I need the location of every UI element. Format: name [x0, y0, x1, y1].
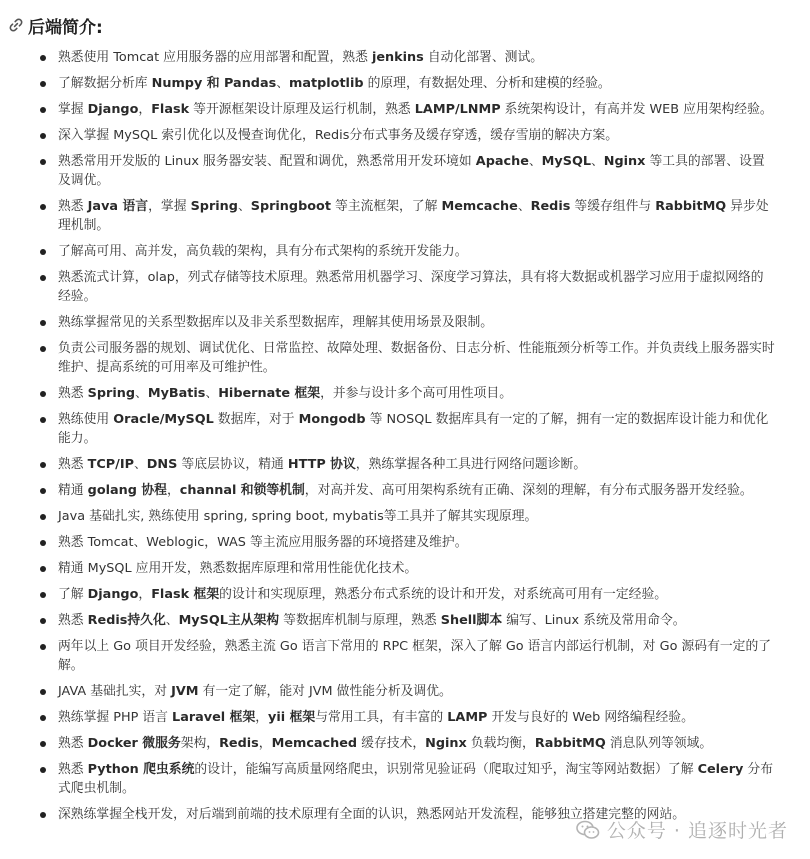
- text-segment: 分布式爬虫机制。: [58, 762, 774, 796]
- list-item: [36, 384, 776, 403]
- text-segment: 了解: [58, 587, 88, 602]
- list-item: [36, 48, 776, 67]
- bold-text: MySQL主从架构: [178, 613, 280, 628]
- text-segment: 的设计，能编写高质量网络爬虫，识别常见验证码（爬取过知乎，淘宝等网站数据）了解: [194, 762, 698, 777]
- text-segment: 等 NOSQL 数据库具有一定的了解，拥有一定的数据库设计能力和优化能力。: [58, 412, 769, 446]
- bold-text: matplotlib: [289, 76, 364, 91]
- watermark-text: 公众号 · 追逐时光者: [606, 820, 788, 842]
- text-segment: 熟悉常用开发版的 Linux 服务器安装、配置和调优，熟悉常用开发环境如: [58, 154, 476, 169]
- text-segment: 编写、Linux 系统及常用命令。: [502, 613, 686, 628]
- bold-text: Django: [87, 102, 139, 117]
- text-segment: 缓存技术，: [357, 736, 426, 751]
- list-item: [36, 268, 776, 306]
- bold-text: yii 框架: [268, 710, 316, 725]
- bold-text: Celery: [697, 762, 744, 777]
- list-item: [36, 760, 776, 798]
- text-segment: 的原理，有数据处理、分析和建模的经验。: [363, 76, 611, 91]
- skill-list: [36, 48, 776, 831]
- bold-text: Flask: [151, 102, 190, 117]
- text-segment: 、: [165, 613, 179, 628]
- bold-text: HTTP 协议: [287, 457, 356, 472]
- bold-text: jenkins: [371, 50, 424, 65]
- bold-text: Memcache: [441, 199, 518, 214]
- bold-text: Apache: [475, 154, 529, 169]
- list-item: [36, 410, 776, 448]
- text-segment: ，: [138, 102, 152, 117]
- text-segment: Java 基础扎实, 熟练使用 spring, spring boot, mybatis等工具并了解其实现原理。: [58, 509, 538, 524]
- bold-text: Flask 框架: [151, 587, 220, 602]
- list-item: [36, 611, 776, 630]
- text-segment: 、: [276, 76, 290, 91]
- text-segment: 负载均衡，: [466, 736, 535, 751]
- section-heading: [8, 12, 103, 38]
- bold-text: Springboot: [250, 199, 331, 214]
- text-segment: 等主流框架，了解: [330, 199, 442, 214]
- text-segment: 熟悉使用 Tomcat 应用服务器的应用部署和配置，熟悉: [58, 50, 372, 65]
- bold-text: TCP/IP: [87, 457, 134, 472]
- text-segment: 系统架构设计，有高并发 WEB 应用架构经验。: [500, 102, 773, 117]
- text-segment: 开发与良好的 Web 网络编程经验。: [487, 710, 694, 725]
- text-segment: 精通: [58, 483, 88, 498]
- list-item: [36, 126, 776, 145]
- text-segment: 等数据库机制与原理，熟悉: [279, 613, 441, 628]
- list-item: [36, 559, 776, 578]
- list-item: [36, 533, 776, 552]
- bold-text: Spring: [87, 386, 136, 401]
- bold-text: golang 协程: [87, 483, 167, 498]
- bold-text: Docker 微服务: [87, 736, 181, 751]
- bold-text: Java 语言: [87, 199, 149, 214]
- text-segment: 等底层协议，精通: [177, 457, 288, 472]
- bold-text: Mongodb: [298, 412, 366, 427]
- text-segment: ，: [166, 483, 180, 498]
- bold-text: Hibernate 框架: [218, 386, 321, 401]
- text-segment: ，熟练掌握各种工具进行网络问题诊断。: [355, 457, 587, 472]
- text-segment: 精通 MySQL 应用开发，熟悉数据库原理和常用性能优化技术。: [58, 561, 418, 576]
- text-segment: 熟悉 Tomcat、Weblogic，WAS 等主流应用服务器的环境搭建及维护。: [58, 535, 468, 550]
- bold-text: Nginx: [603, 154, 646, 169]
- text-segment: 了解高可用、高并发，高负载的架构，具有分布式架构的系统开发能力。: [58, 244, 468, 259]
- bold-text: RabbitMQ: [534, 736, 606, 751]
- bold-text: Redis: [530, 199, 571, 214]
- text-segment: 熟悉: [58, 386, 88, 401]
- bold-text: Redis持久化: [87, 613, 166, 628]
- text-segment: ，并参与设计多个高可用性项目。: [320, 386, 513, 401]
- list-item: [36, 74, 776, 93]
- list-item: [36, 637, 776, 675]
- text-segment: 深入掌握 MySQL 索引优化以及慢查询优化，Redis分布式事务及缓存穿透，缓存雪崩的解决方案。: [58, 128, 619, 143]
- text-segment: 、: [135, 386, 148, 401]
- list-item: [36, 585, 776, 604]
- list-item: [36, 481, 776, 500]
- bold-text: LAMP/LNMP: [414, 102, 501, 117]
- text-segment: 等开源框架设计原理及运行机制，熟悉: [189, 102, 415, 117]
- text-segment: 深熟练掌握全栈开发，对后端到前端的技术原理有全面的认识，熟悉网站开发流程，能够独立搭建完整的网站。: [58, 807, 686, 822]
- text-segment: 消息队列等领域。: [605, 736, 713, 751]
- watermark: [575, 816, 788, 843]
- text-segment: 数据库，对于: [213, 412, 299, 427]
- text-segment: 的设计和实现原理，熟悉分布式系统的设计和开发，对系统高可用有一定经验。: [219, 587, 668, 602]
- list-item: [36, 242, 776, 261]
- text-segment: 与常用工具，有丰富的: [315, 710, 448, 725]
- text-segment: 、: [237, 199, 251, 214]
- text-segment: 熟悉流式计算，olap，列式存储等技术原理。熟悉常用机器学习、深度学习算法，具有将大数据或机器学习应用于虚拟网络的经验。: [58, 270, 764, 304]
- text-segment: 等缓存组件与: [570, 199, 656, 214]
- text-segment: 熟练使用: [58, 412, 114, 427]
- text-segment: 、: [517, 199, 531, 214]
- text-segment: 、: [591, 154, 604, 169]
- bold-text: DNS: [146, 457, 178, 472]
- text-segment: 熟悉: [58, 736, 88, 751]
- text-segment: ，: [138, 587, 152, 602]
- bold-text: RabbitMQ: [655, 199, 727, 214]
- text-segment: ，掌握: [148, 199, 191, 214]
- list-item: [36, 708, 776, 727]
- list-item: [36, 152, 776, 190]
- bold-text: MySQL: [541, 154, 591, 169]
- text-segment: 负责公司服务器的规划、调试优化、日常监控、故障处理、数据备份、日志分析、性能瓶颈分析等工作。并负责线上服务器实时维护、提高系统的可用率及可维护性。: [58, 341, 775, 375]
- text-segment: 架构，: [180, 736, 220, 751]
- text-segment: 、: [134, 457, 147, 472]
- list-item: [36, 734, 776, 753]
- text-segment: 掌握: [58, 102, 88, 117]
- link-icon[interactable]: [8, 17, 24, 33]
- bold-text: Oracle/MySQL: [113, 412, 214, 427]
- text-segment: 等工具的部署、设置及调优。: [58, 154, 765, 188]
- list-item: [36, 682, 776, 701]
- bold-text: MyBatis: [147, 386, 206, 401]
- list-item: [36, 507, 776, 526]
- text-segment: 熟悉: [58, 762, 88, 777]
- list-item: [36, 339, 776, 377]
- text-segment: 、: [205, 386, 219, 401]
- text-segment: 熟悉: [58, 199, 88, 214]
- bold-text: Nginx: [425, 736, 467, 751]
- bold-text: Shell脚本: [440, 613, 503, 628]
- list-item: [36, 197, 776, 235]
- bold-text: Numpy 和 Pandas: [151, 76, 277, 91]
- text-segment: 两年以上 Go 项目开发经验，熟悉主流 Go 语言下常用的 RPC 框架，深入了解 Go 语言内部运行机制，对 Go 源码有一定的了解。: [58, 639, 772, 673]
- bold-text: JVM: [171, 684, 199, 699]
- text-segment: 熟悉: [58, 457, 88, 472]
- wechat-icon: [575, 817, 601, 843]
- text-segment: 、: [528, 154, 542, 169]
- bold-text: Laravel 框架: [172, 710, 256, 725]
- text-segment: 有一定了解，能对 JVM 做性能分析及调优。: [198, 684, 452, 699]
- text-segment: 熟悉: [58, 613, 88, 628]
- text-segment: 熟练掌握 PHP 语言: [58, 710, 173, 725]
- text-segment: 自动化部署、测试。: [423, 50, 544, 65]
- text-segment: ，: [255, 710, 269, 725]
- text-segment: ，对高并发、高可用架构系统有正确、深刻的理解，有分布式服务器开发经验。: [304, 483, 753, 498]
- bold-text: channal 和锁等机制: [179, 483, 305, 498]
- bold-text: Redis: [219, 736, 259, 751]
- bold-text: LAMP: [447, 710, 488, 725]
- bold-text: Python 爬虫系统: [87, 762, 195, 777]
- text-segment: 了解数据分析库: [58, 76, 152, 91]
- list-item: [36, 100, 776, 119]
- bold-text: Memcached: [271, 736, 358, 751]
- text-segment: 熟练掌握常见的关系型数据库以及非关系型数据库，理解其使用场景及限制。: [58, 315, 494, 330]
- list-item: [36, 455, 776, 474]
- bold-text: Django: [87, 587, 139, 602]
- text-segment: 异步处理机制。: [58, 199, 769, 233]
- section-title: 后端简介:: [28, 17, 103, 38]
- text-segment: ，: [258, 736, 272, 751]
- text-segment: JAVA 基础扎实，对: [58, 684, 172, 699]
- list-item: [36, 313, 776, 332]
- bold-text: Spring: [190, 199, 238, 214]
